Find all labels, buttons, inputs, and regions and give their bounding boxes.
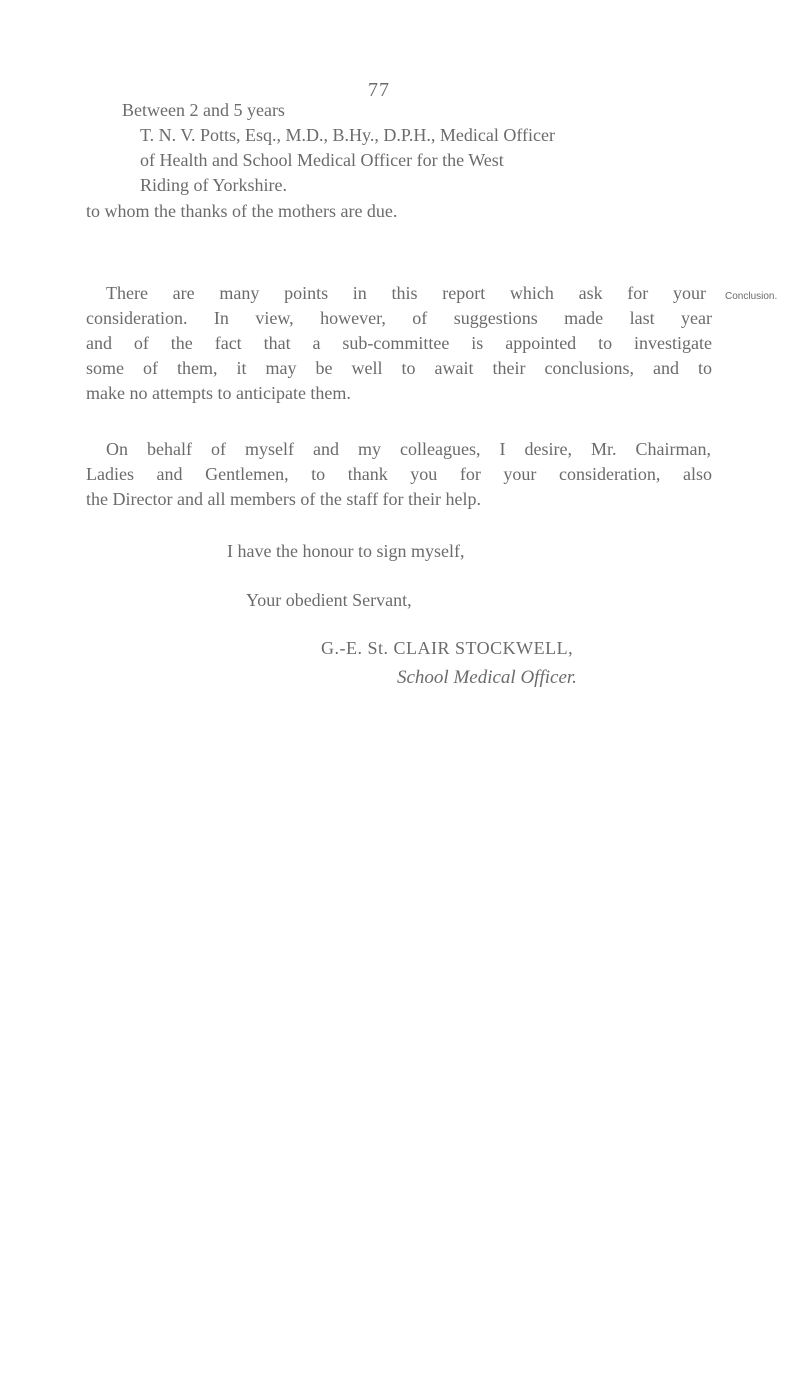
conclusion-line-2: consideration. In view, however, of suggestions made last year [86, 308, 712, 328]
conclusion-line-5: make no attempts to anticipate them. [86, 383, 351, 403]
margin-note-conclusion: Conclusion. [725, 291, 778, 302]
thanks-line-1: On behalf of myself and my colleagues, I desire, Mr. Chairman, [106, 439, 711, 459]
age-range-line: Between 2 and 5 years [122, 100, 285, 120]
closing-honour: I have the honour to sign myself, [227, 541, 465, 561]
officer-line-2: of Health and School Medical Officer for the West [140, 150, 504, 170]
signature-name: G.-E. St. CLAIR STOCKWELL, [321, 638, 574, 658]
officer-line-1: T. N. V. Potts, Esq., M.D., B.Hy., D.P.H., Medical Officer [140, 125, 555, 145]
thanks-to-mothers-line: to whom the thanks of the mothers are due. [86, 201, 398, 221]
thanks-line-3: the Director and all members of the staff for their help. [86, 489, 482, 509]
closing-servant: Your obedient Servant, [246, 590, 412, 610]
conclusion-line-3: and of the fact that a sub-committee is appointed to investigate [86, 333, 712, 353]
conclusion-line-4: some of them, it may be well to await their conclusions, and to [86, 358, 712, 378]
officer-line-3: Riding of Yorkshire. [140, 175, 288, 195]
conclusion-line-1: There are many points in this report which ask for your [106, 283, 706, 303]
thanks-line-2: Ladies and Gentlemen, to thank you for your consideration, also [86, 464, 712, 484]
page-number: 77 [368, 79, 390, 101]
signature-title: School Medical Officer. [397, 667, 577, 688]
